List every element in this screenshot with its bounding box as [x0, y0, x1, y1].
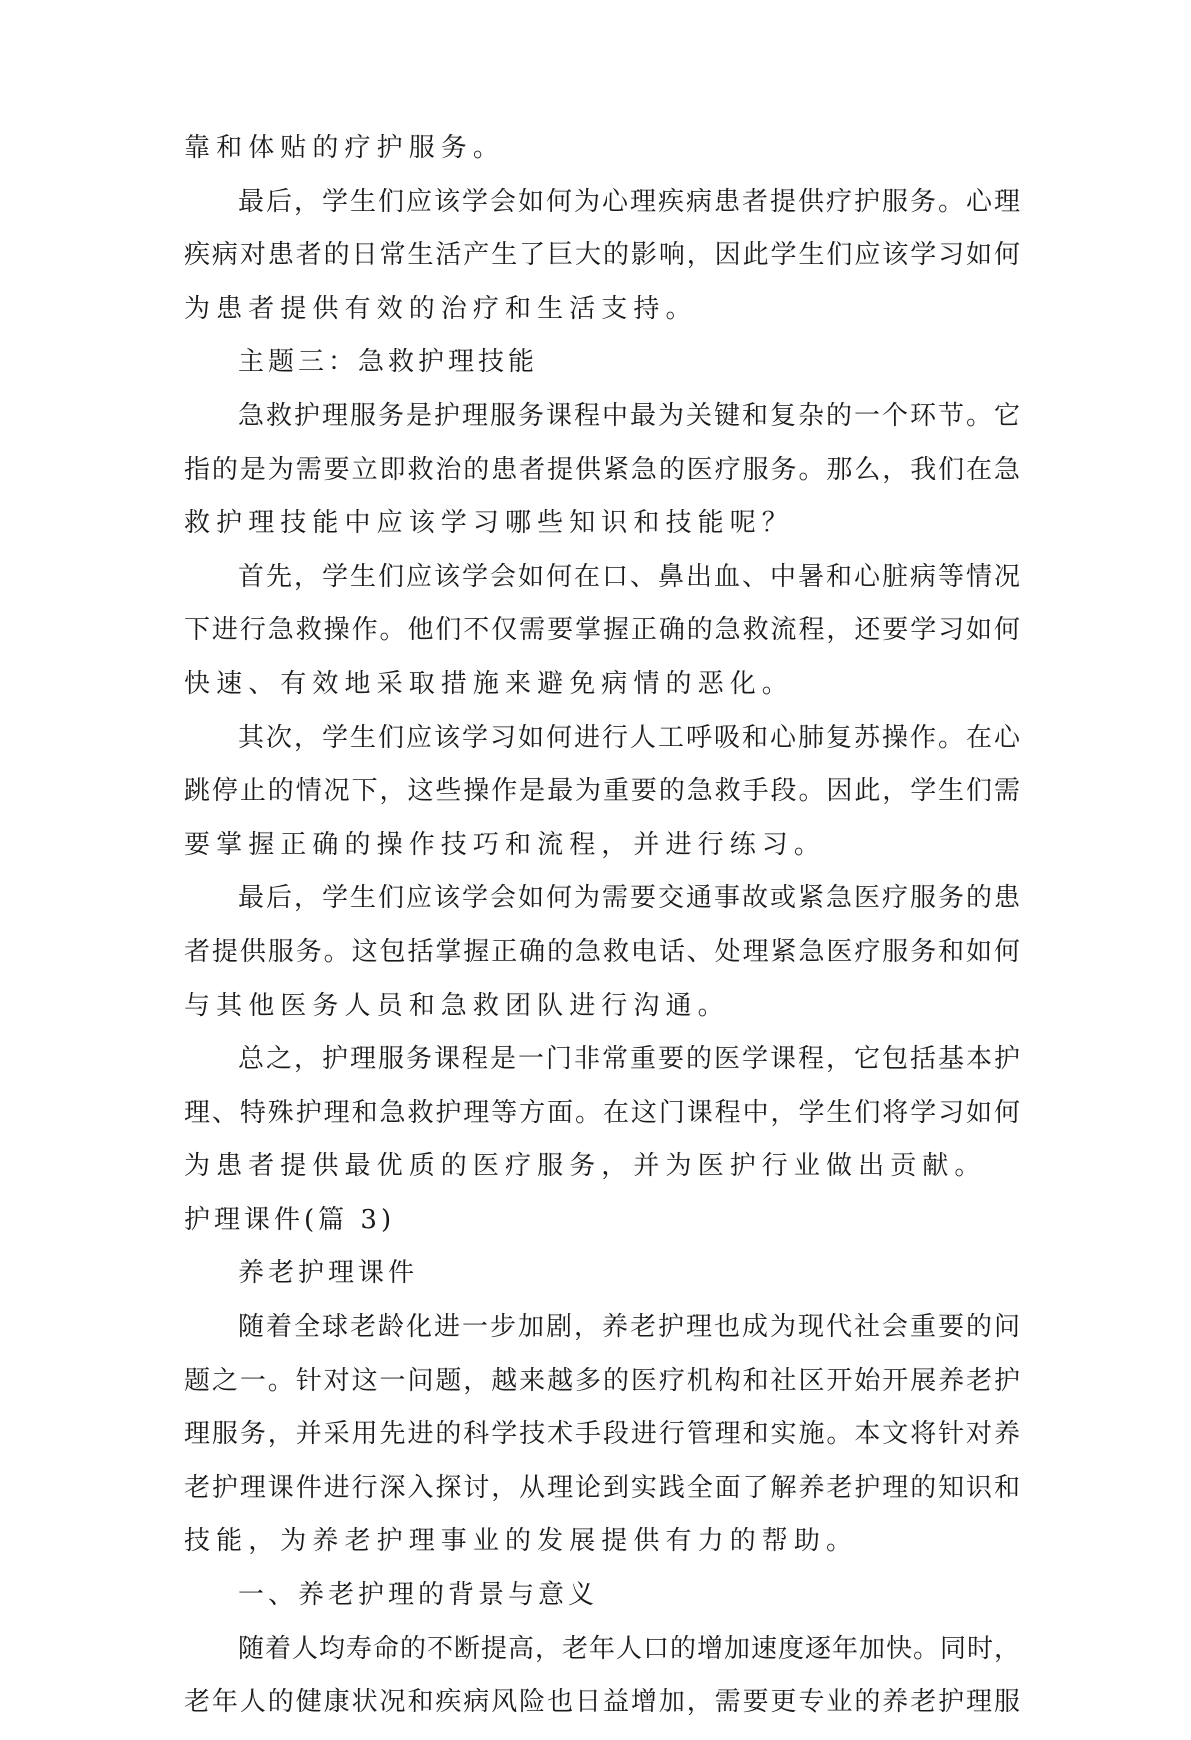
paragraph-line: 为患者提供最优质的医疗服务，并为医护行业做出贡献。 — [184, 1151, 987, 1182]
paragraph-line: 为患者提供有效的治疗和生活支持。 — [184, 293, 698, 324]
paragraph-line: 快速、有效地采取措施来避免病情的恶化。 — [184, 668, 794, 699]
paragraph-line: 其次，学生们应该学习如何进行人工呼吸和心肺复苏操作。在心 — [238, 722, 1020, 753]
paragraph-line: 救护理技能中应该学习哪些知识和技能呢？ — [184, 508, 794, 539]
paragraph-line: 总之，护理服务课程是一门非常重要的医学课程，它包括基本护 — [238, 1044, 1020, 1075]
section-heading: 主题三：急救护理技能 — [238, 347, 539, 378]
paragraph-line: 疾病对患者的日常生活产生了巨大的影响，因此学生们应该学习如何 — [184, 240, 1020, 271]
paragraph-line: 跳停止的情况下，这些操作是最为重要的急救手段。因此，学生们需 — [184, 776, 1020, 807]
section-heading: 养老护理课件 — [238, 1258, 419, 1289]
paragraph-line: 最后，学生们应该学会如何为需要交通事故或紧急医疗服务的患 — [238, 883, 1020, 914]
paragraph-line: 与其他医务人员和急救团队进行沟通。 — [184, 990, 730, 1021]
paragraph-line: 老年人的健康状况和疾病风险也日益增加，需要更专业的养老护理服 — [184, 1687, 1020, 1718]
paragraph-line: 理、特殊护理和急救护理等方面。在这门课程中，学生们将学习如何 — [184, 1097, 1020, 1128]
paragraph-line: 随着全球老龄化进一步加剧，养老护理也成为现代社会重要的问 — [238, 1312, 1020, 1343]
paragraph-line: 最后，学生们应该学会如何为心理疾病患者提供疗护服务。心理 — [238, 186, 1020, 217]
paragraph-line: 技能，为养老护理事业的发展提供有力的帮助。 — [184, 1526, 859, 1557]
paragraph-line: 下进行急救操作。他们不仅需要掌握正确的急救流程，还要学习如何 — [184, 615, 1020, 646]
paragraph-line: 老护理课件进行深入探讨，从理论到实践全面了解养老护理的知识和 — [184, 1472, 1020, 1503]
paragraph-line: 理服务，并采用先进的科学技术手段进行管理和实施。本文将针对养 — [184, 1419, 1020, 1450]
paragraph-line: 急救护理服务是护理服务课程中最为关键和复杂的一个环节。它 — [238, 400, 1020, 431]
chapter-title: 护理课件(篇 3) — [184, 1204, 396, 1235]
paragraph-line: 靠和体贴的疗护服务。 — [184, 133, 506, 163]
paragraph-line: 随着人均寿命的不断提高，老年人口的增加速度逐年加快。同时， — [238, 1633, 1020, 1664]
paragraph-line: 题之一。针对这一问题，越来越多的医疗机构和社区开始开展养老护 — [184, 1365, 1020, 1396]
paragraph-line: 者提供服务。这包括掌握正确的急救电话、处理紧急医疗服务和如何 — [184, 936, 1020, 967]
paragraph-line: 首先，学生们应该学会如何在口、鼻出血、中暑和心脏病等情况 — [238, 561, 1020, 592]
paragraph-line: 要掌握正确的操作技巧和流程，并进行练习。 — [184, 829, 827, 860]
paragraph-line: 指的是为需要立即救治的患者提供紧急的医疗服务。那么，我们在急 — [184, 454, 1020, 485]
section-heading: 一、养老护理的背景与意义 — [238, 1580, 599, 1611]
document-page — [184, 132, 1020, 1740]
